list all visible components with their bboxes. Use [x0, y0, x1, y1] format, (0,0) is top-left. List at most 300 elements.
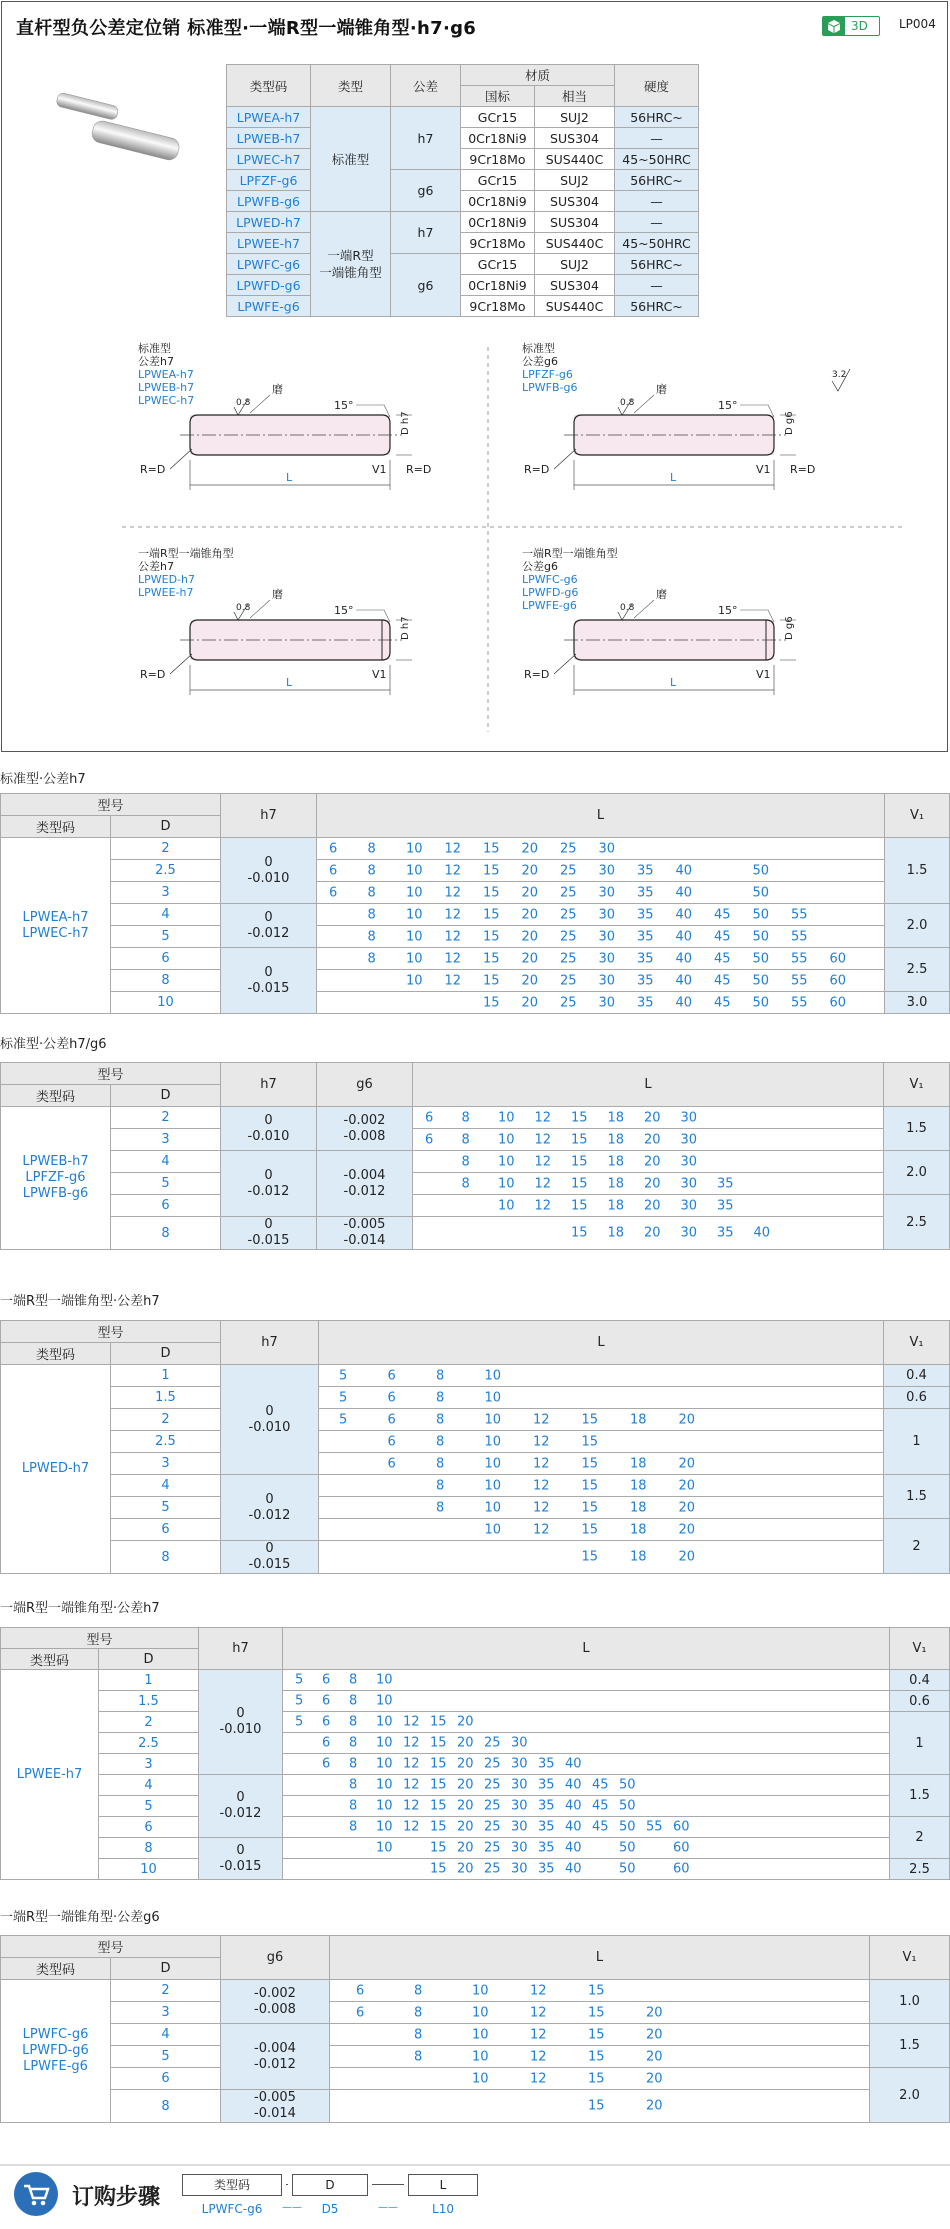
- tol-value: [221, 948, 317, 1014]
- l-value: 20: [644, 1176, 661, 1191]
- l-value: 12: [533, 1412, 550, 1427]
- l-value: 15: [483, 951, 500, 966]
- l-value: 5: [339, 1412, 348, 1427]
- l-value: 12: [534, 1132, 552, 1147]
- grind-label: 磨: [656, 588, 667, 601]
- d-value: 2: [111, 1107, 221, 1129]
- mat-gb: GCr15: [461, 107, 535, 128]
- mat-hardness: 56HRC~: [615, 107, 699, 128]
- typecode-header: 类型码: [1, 1085, 111, 1107]
- drawing-code: LPWFD-g6: [522, 586, 579, 599]
- l-value: 12: [444, 973, 462, 988]
- type-code-cell: LPWEB-h7 LPFZF-g6 LPWFB-g6: [1, 1107, 111, 1250]
- order-field-value: L10: [432, 2202, 454, 2216]
- l-values: [317, 838, 885, 860]
- tol2-value: [317, 1151, 413, 1217]
- mat-gb: 0Cr18Ni9: [461, 128, 535, 149]
- grind-label: 磨: [656, 383, 667, 396]
- mat-eq: SUJ2: [535, 254, 615, 275]
- type-code-cell: LPWEE-h7: [1, 1670, 99, 1880]
- v1-label: V1: [756, 463, 771, 476]
- l-value: 30: [598, 841, 616, 856]
- v1-label: V1: [372, 668, 387, 681]
- l-value: 12: [403, 1777, 420, 1793]
- l-value: 25: [484, 1798, 501, 1814]
- l-value: 12: [530, 2005, 547, 2020]
- l-value: 25: [560, 863, 577, 878]
- l-value: 12: [533, 1478, 550, 1493]
- drawing-code: LPWEC-h7: [138, 394, 195, 407]
- l-value: 8: [414, 2049, 423, 2064]
- l-value: 15: [581, 1434, 599, 1449]
- d-value: 2.5: [99, 1733, 199, 1754]
- rd-label: R=D: [524, 668, 550, 681]
- l-value: 30: [598, 973, 616, 988]
- l-value: 40: [565, 1840, 582, 1856]
- mat-hardness: —: [615, 128, 699, 149]
- l-value: 8: [349, 1798, 358, 1814]
- tol-header: h7: [199, 1628, 283, 1670]
- tol-value: [221, 838, 317, 904]
- d-value: 6: [111, 948, 221, 970]
- rd-label: R=D: [406, 463, 432, 476]
- d-value: 3: [111, 1129, 221, 1151]
- l-value: 10: [498, 1176, 515, 1191]
- l-value: 25: [484, 1735, 501, 1751]
- rd-label: R=D: [524, 463, 550, 476]
- l-value: 10: [484, 1390, 502, 1405]
- d-value: 2: [111, 1980, 221, 2002]
- l-value: 35: [538, 1777, 555, 1793]
- v1-header: V₁: [885, 794, 950, 838]
- l-value: 25: [560, 929, 577, 944]
- l-value: 20: [457, 1735, 474, 1751]
- dia-label: D g6: [784, 616, 795, 640]
- tol2-value: [317, 1217, 413, 1250]
- d-value: 8: [111, 970, 221, 992]
- mat-eq: SUS440C: [535, 149, 615, 170]
- l-value: 15: [588, 2098, 605, 2114]
- l-value: 8: [414, 2027, 423, 2042]
- l-header: L: [413, 1063, 884, 1107]
- tol-lower: -0.010: [219, 1722, 262, 1737]
- mat-code: LPWFB-g6: [227, 191, 311, 212]
- l-value: 25: [484, 1840, 501, 1856]
- l-value: 35: [637, 863, 654, 878]
- d-value: 8: [111, 2090, 221, 2123]
- page-title: 直杆型负公差定位销 标准型·一端R型一端锥角型·h7·g6: [16, 18, 477, 39]
- l-values: [283, 1691, 890, 1712]
- drawing-code: LPWED-h7: [138, 573, 195, 586]
- tol-value: [221, 1107, 317, 1151]
- tol-value: [221, 904, 317, 948]
- d-header: D: [111, 1343, 221, 1365]
- mat-eq: SUS304: [535, 212, 615, 233]
- l-value: 8: [367, 885, 376, 900]
- mat-eq: SUS304: [535, 128, 615, 149]
- l-value: 15: [483, 973, 500, 988]
- l-value: 40: [753, 1225, 771, 1241]
- v1-value: 2: [884, 1519, 950, 1574]
- l-value: 12: [403, 1735, 420, 1751]
- type-code-cell: LPWFC-g6 LPWFD-g6 LPWFE-g6: [1, 1980, 111, 2123]
- grind-label: 磨: [272, 588, 283, 601]
- v1-label: V1: [756, 668, 771, 681]
- tol-value: [221, 1151, 317, 1217]
- order-divider: [0, 2164, 950, 2166]
- l-value: 10: [376, 1714, 393, 1730]
- l-values: [413, 1217, 884, 1250]
- mat-gb: 9Cr18Mo: [461, 296, 535, 317]
- l-values: [283, 1859, 890, 1880]
- l-value: 30: [680, 1176, 698, 1191]
- v1-header: V₁: [884, 1063, 950, 1107]
- l-value: 6: [356, 1983, 365, 1998]
- l-value: 45: [714, 951, 731, 966]
- l-value: 10: [406, 929, 423, 944]
- l-value: 15: [430, 1819, 447, 1835]
- l-value: 30: [598, 863, 616, 878]
- l-value: 10: [472, 1983, 489, 1998]
- mat-code: LPWFC-g6: [227, 254, 311, 275]
- l-value: 25: [484, 1861, 501, 1877]
- order-field-value: LPWFC-g6: [201, 2202, 263, 2216]
- l-value: 50: [752, 995, 770, 1010]
- tol2-upper: -0.004: [343, 1167, 386, 1183]
- drawing-code: LPWFB-g6: [522, 381, 578, 394]
- l-value: 6: [356, 2005, 365, 2020]
- tol-lower: -0.014: [254, 2106, 296, 2121]
- l-value: 20: [646, 2071, 663, 2086]
- l-values: [283, 1838, 890, 1859]
- l-value: 45: [714, 973, 731, 988]
- l-value: 35: [637, 973, 654, 988]
- tol-g6: g6: [391, 170, 461, 212]
- l-value: 20: [521, 995, 539, 1010]
- v1-value: 1.5: [884, 1475, 950, 1519]
- l-value: 12: [403, 1798, 420, 1814]
- l-value: 10: [406, 863, 423, 878]
- l-value: 6: [425, 1110, 434, 1125]
- l-value: 45: [592, 1819, 609, 1835]
- l-value: 30: [511, 1819, 528, 1835]
- l-value: 15: [483, 841, 500, 856]
- l-values: [317, 926, 885, 948]
- col-hardness: 硬度: [615, 65, 699, 107]
- drawing-tol: 公差g6: [522, 355, 558, 368]
- l-value: 15: [588, 1983, 605, 1998]
- l-value: 35: [717, 1176, 734, 1191]
- tol2-upper: -0.002: [343, 1112, 386, 1128]
- l-value: 20: [646, 2027, 663, 2042]
- l-value: 50: [752, 863, 770, 878]
- mat-code: LPWED-h7: [227, 212, 311, 233]
- l-value: 40: [675, 995, 693, 1010]
- l-value: 30: [680, 1110, 698, 1125]
- l-values: [283, 1670, 890, 1691]
- l-value: 8: [349, 1672, 358, 1688]
- model-header: 型号: [1, 794, 221, 816]
- l-value: 35: [637, 929, 654, 944]
- l-value: 10: [376, 1840, 393, 1856]
- l-value: 12: [533, 1456, 550, 1471]
- l-value: 18: [630, 1456, 647, 1471]
- l-value: 10: [406, 973, 423, 988]
- l-value: 20: [646, 2005, 663, 2020]
- l-value: 12: [403, 1819, 420, 1835]
- l-value: 12: [530, 2027, 547, 2042]
- l-value: 12: [444, 885, 462, 900]
- d-value: 2.5: [111, 860, 221, 882]
- l-value: 8: [349, 1756, 358, 1772]
- l-value: 50: [619, 1819, 636, 1835]
- l-value: 12: [530, 2071, 547, 2086]
- l-value: 60: [829, 995, 847, 1010]
- tol-lower: -0.012: [247, 1183, 290, 1199]
- l-value: 10: [498, 1154, 515, 1169]
- tol-lower: -0.012: [247, 925, 290, 941]
- tol-lower: -0.015: [219, 1858, 262, 1874]
- l-value: 8: [461, 1176, 470, 1191]
- l-value: 20: [457, 1756, 474, 1772]
- tol-value: [221, 1541, 319, 1574]
- l-value: 15: [581, 1478, 599, 1493]
- l-values: [283, 1796, 890, 1817]
- d-value: 6: [111, 2068, 221, 2090]
- tol-upper: 0: [236, 1706, 245, 1721]
- rd-label: R=D: [790, 463, 816, 476]
- mat-code: LPWFD-g6: [227, 275, 311, 296]
- rd-label: R=D: [140, 668, 166, 681]
- l-value: 6: [322, 1714, 331, 1730]
- d-value: 4: [99, 1775, 199, 1796]
- drawing-lines: [2, 2, 949, 753]
- d-value: 5: [99, 1796, 199, 1817]
- l-value: 30: [511, 1756, 528, 1772]
- l-values: [330, 2002, 870, 2024]
- l-value: 40: [675, 863, 693, 878]
- l-value: 20: [457, 1798, 474, 1814]
- l-value: 8: [367, 929, 376, 944]
- l-value: 30: [680, 1198, 698, 1213]
- spec-table: [0, 1627, 950, 1880]
- l-value: 8: [436, 1434, 445, 1449]
- tol-lower: -0.008: [254, 2001, 296, 2017]
- mat-eq: SUJ2: [535, 107, 615, 128]
- v1-value: 1.5: [884, 1107, 950, 1151]
- l-values: [413, 1107, 884, 1129]
- l-values: [319, 1475, 884, 1497]
- l-value: 8: [436, 1456, 445, 1471]
- l-value: 10: [472, 2071, 489, 2086]
- l-value: 30: [598, 929, 616, 944]
- drawing-code: LPWFE-g6: [522, 599, 577, 612]
- l-value: 50: [619, 1861, 636, 1877]
- d-value: 10: [111, 992, 221, 1014]
- l-value: 50: [752, 973, 770, 988]
- l-value: 20: [678, 1522, 696, 1537]
- l-value: 6: [387, 1368, 396, 1383]
- drawing-code: LPWFC-g6: [522, 573, 578, 586]
- l-value: 8: [436, 1390, 445, 1405]
- dia-label: D h7: [400, 616, 411, 640]
- typecode-header: 类型码: [1, 1649, 99, 1670]
- l-value: 12: [444, 907, 462, 922]
- l-values: [319, 1519, 884, 1541]
- mat-eq: SUS440C: [535, 296, 615, 317]
- l-value: 8: [436, 1500, 445, 1515]
- tol-upper: 0: [236, 1842, 245, 1858]
- l-value: 30: [680, 1154, 698, 1169]
- l-value: 8: [367, 951, 376, 966]
- table-title: 标准型·公差h7: [0, 772, 86, 787]
- angle-label: 15°: [718, 604, 738, 617]
- l-value: 25: [560, 973, 577, 988]
- l-value: 20: [646, 2098, 663, 2114]
- mat-eq: SUJ2: [535, 170, 615, 191]
- l-value: 10: [484, 1478, 502, 1493]
- l-value: 45: [714, 907, 731, 922]
- tol-lower: -0.012: [254, 2056, 296, 2072]
- l-value: 30: [598, 885, 616, 900]
- l-value: 15: [581, 1500, 599, 1515]
- d-value: 3: [111, 2002, 221, 2024]
- drawing-tol: 公差h7: [138, 560, 174, 573]
- type-code-cell: LPWEA-h7 LPWEC-h7: [1, 838, 111, 1014]
- l-value: 8: [414, 1983, 423, 1998]
- l-values: [319, 1387, 884, 1409]
- l-value: 25: [484, 1819, 501, 1835]
- tol-lower: -0.012: [248, 1507, 291, 1523]
- l-value: 20: [644, 1225, 661, 1241]
- type-r-cone: 一端R型 一端锥角型: [311, 212, 391, 317]
- l-value: 30: [598, 951, 616, 966]
- d-value: 1: [111, 1365, 221, 1387]
- l-value: 30: [511, 1798, 528, 1814]
- l-value: 60: [829, 973, 847, 988]
- mat-gb: 0Cr18Ni9: [461, 212, 535, 233]
- l-value: 15: [483, 995, 500, 1010]
- tol-lower: -0.010: [248, 1419, 291, 1435]
- l-value: 15: [430, 1756, 447, 1772]
- table-title: 一端R型一端锥角型·公差h7: [0, 1294, 160, 1309]
- l-value: 12: [444, 951, 462, 966]
- l-value: 6: [425, 1132, 434, 1147]
- tol-value: [221, 1365, 319, 1475]
- l-value: 15: [430, 1735, 447, 1751]
- l-value: 18: [607, 1132, 625, 1147]
- l-value: 20: [644, 1132, 661, 1147]
- l-value: 5: [339, 1368, 348, 1383]
- tol2-value: [317, 1107, 413, 1151]
- tol2-header: g6: [317, 1063, 413, 1107]
- l-value: 8: [349, 1819, 358, 1835]
- order-connector: [372, 2184, 404, 2185]
- v1-value: 1.5: [885, 838, 950, 904]
- l-value: 8: [367, 863, 376, 878]
- l-value: 55: [646, 1819, 663, 1835]
- l-value: 15: [483, 863, 500, 878]
- l-value: 50: [752, 929, 770, 944]
- l-value: 15: [430, 1840, 447, 1856]
- rough-label: 0.8: [620, 398, 635, 408]
- tol-header: h7: [221, 1321, 319, 1365]
- d-value: 8: [99, 1838, 199, 1859]
- l-value: 10: [406, 907, 423, 922]
- l-value: 20: [678, 1549, 696, 1565]
- tol-value: [221, 1217, 317, 1250]
- l-value: 35: [538, 1756, 555, 1772]
- l-header: L: [283, 1628, 890, 1670]
- table-title: 标准型·公差h7/g6: [0, 1037, 107, 1052]
- l-value: 15: [430, 1714, 447, 1730]
- l-value: 55: [791, 995, 808, 1010]
- d-header: D: [99, 1649, 199, 1670]
- drawing-code: LPWEB-h7: [138, 381, 195, 394]
- l-value: 12: [533, 1522, 550, 1537]
- l-value: 30: [511, 1777, 528, 1793]
- v1-value: 2.0: [884, 1151, 950, 1195]
- tol-header: h7: [221, 794, 317, 838]
- v1-value: 0.4: [884, 1365, 950, 1387]
- drawing-code: LPWEA-h7: [138, 368, 194, 381]
- v1-value: 2: [890, 1817, 950, 1859]
- tol2-lower: -0.008: [343, 1128, 386, 1144]
- mat-code: LPWEC-h7: [227, 149, 311, 170]
- spec-table: [0, 1062, 950, 1250]
- d-value: 3: [99, 1754, 199, 1775]
- l-values: [283, 1754, 890, 1775]
- mat-gb: 0Cr18Ni9: [461, 275, 535, 296]
- mat-hardness: —: [615, 212, 699, 233]
- l-value: 40: [565, 1819, 582, 1835]
- tol-upper: 0: [264, 854, 273, 870]
- l-header: L: [330, 1936, 870, 1980]
- d-header: D: [111, 816, 221, 838]
- spec-panel: [1, 1, 948, 752]
- d-value: 6: [99, 1817, 199, 1838]
- l-value: 45: [592, 1777, 609, 1793]
- v1-value: 1: [884, 1409, 950, 1475]
- v1-value: 0.6: [884, 1387, 950, 1409]
- d-value: 8: [111, 1541, 221, 1574]
- d-header: D: [111, 1958, 221, 1980]
- typecode-header: 类型码: [1, 1343, 111, 1365]
- l-value: 10: [484, 1412, 502, 1427]
- order-connector: [286, 2184, 288, 2185]
- order-field-box: L: [408, 2174, 478, 2196]
- v1-value: 2.5: [890, 1859, 950, 1880]
- mat-hardness: —: [615, 191, 699, 212]
- l-value: 12: [534, 1176, 552, 1191]
- l-value: 10: [472, 2005, 489, 2020]
- l-value: 18: [630, 1522, 647, 1537]
- v1-value: 1.5: [870, 2024, 950, 2068]
- l-value: 8: [436, 1478, 445, 1493]
- type-standard: 标准型: [311, 107, 391, 212]
- d-value: 5: [111, 1497, 221, 1519]
- l-value: 25: [484, 1777, 501, 1793]
- angle-label: 15°: [334, 604, 354, 617]
- l-value: 50: [752, 907, 770, 922]
- order-dash: ——: [378, 2202, 398, 2213]
- d-value: 4: [111, 1475, 221, 1497]
- rough-label: 0.8: [236, 603, 251, 613]
- l-value: 15: [483, 907, 500, 922]
- l-value: 60: [673, 1819, 690, 1835]
- l-value: 25: [560, 951, 577, 966]
- l-value: 50: [752, 951, 770, 966]
